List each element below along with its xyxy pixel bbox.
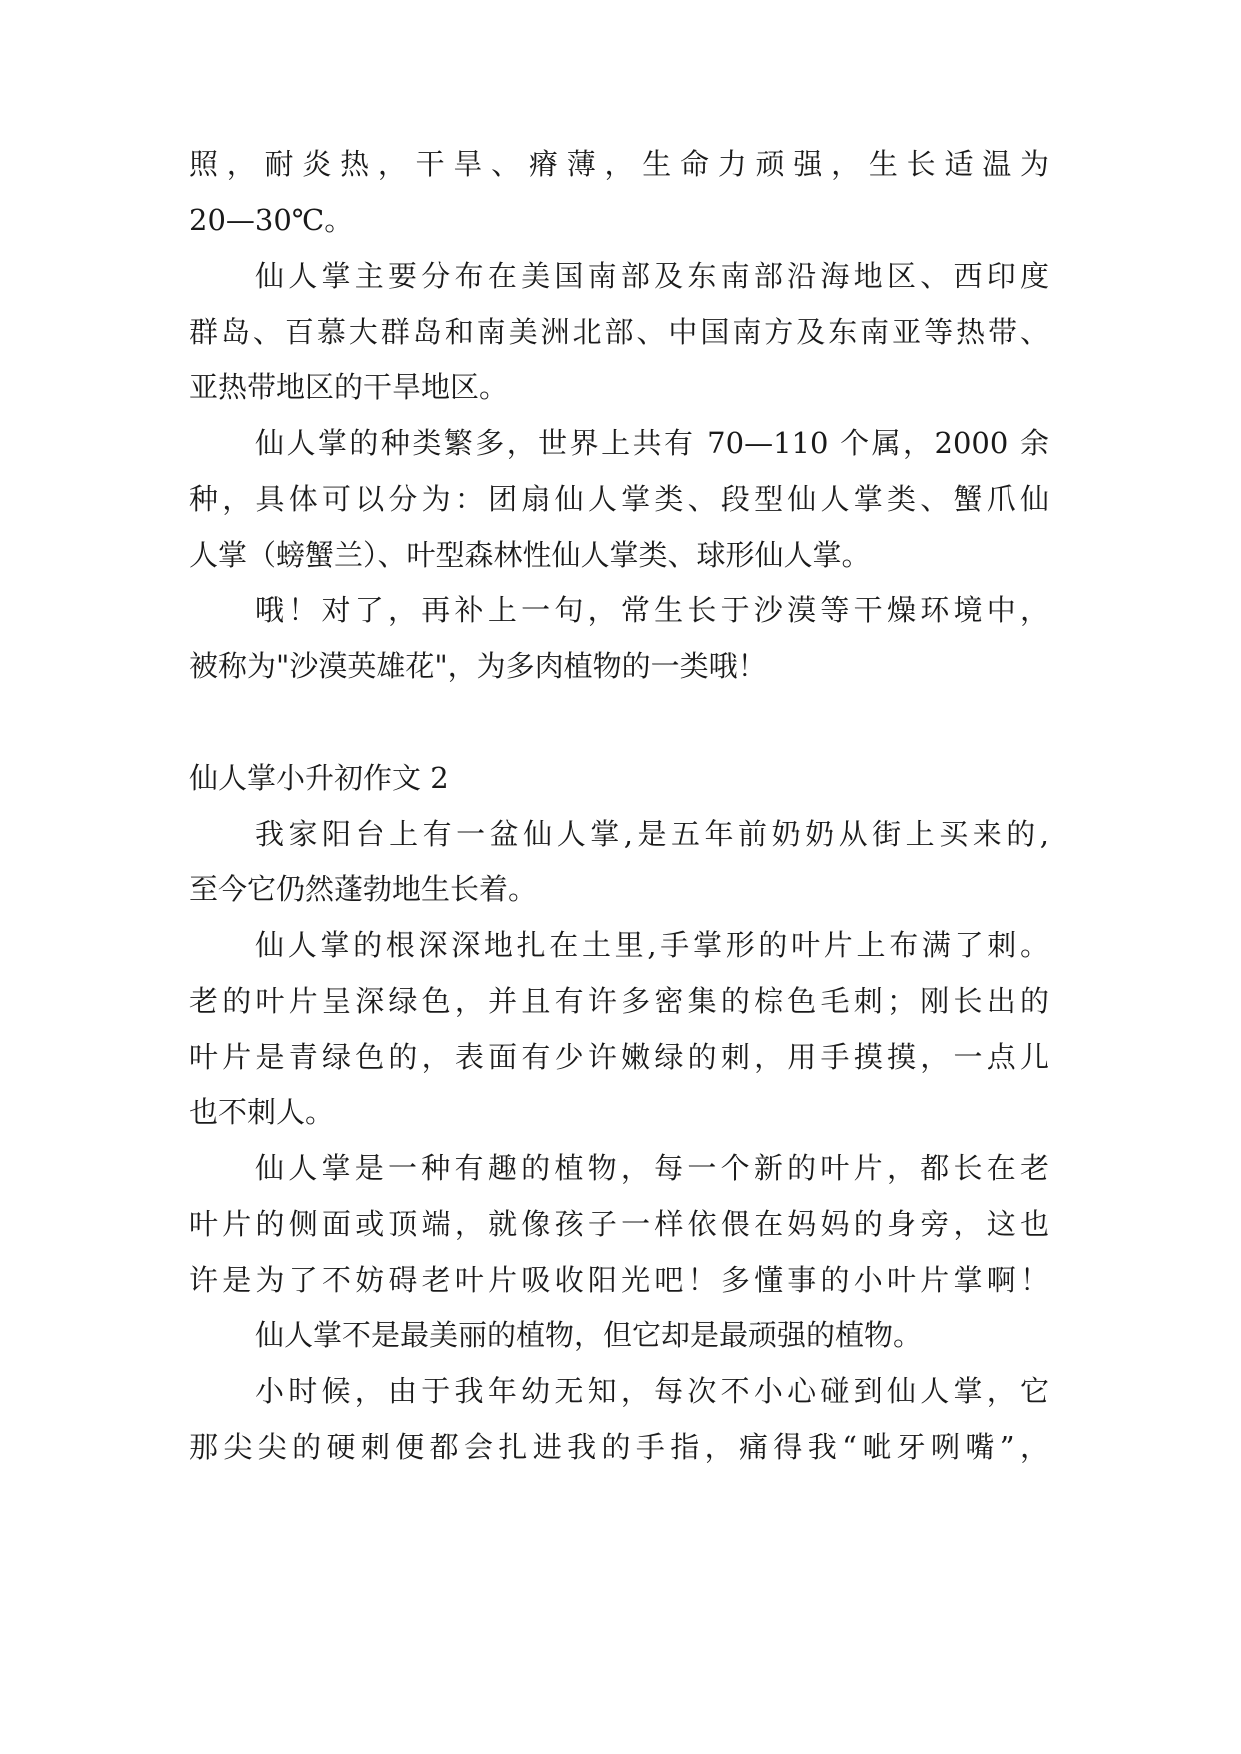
text-line: 也不刺人。: [189, 1095, 335, 1129]
text-line: 我家阳台上有一盆仙人掌,是五年前奶奶从街上买来的,: [255, 817, 1049, 851]
text-line: 仙人掌是一种有趣的植物，每一个新的叶片，都长在老: [255, 1151, 1049, 1185]
section-heading: 仙人掌小升初作文 2: [189, 761, 449, 795]
text-line: 小时候，由于我年幼无知，每次不小心碰到仙人掌，它: [255, 1374, 1049, 1408]
text-line: 许是为了不妨碍老叶片吸收阳光吧！多懂事的小叶片掌啊！: [189, 1263, 1049, 1297]
text-line: 叶片是青绿色的，表面有少许嫩绿的刺，用手摸摸，一点儿: [189, 1040, 1049, 1074]
text-line: 哦！对了，再补上一句，常生长于沙漠等干燥环境中，: [255, 593, 1049, 627]
text-line: 被称为"沙漠英雄花"，为多肉植物的一类哦！: [189, 649, 767, 683]
text-line: 叶片的侧面或顶端，就像孩子一样依偎在妈妈的身旁，这也: [189, 1207, 1049, 1241]
text-line: 亚热带地区的干旱地区。: [189, 370, 509, 404]
text-line: 那尖尖的硬刺便都会扎进我的手指，痛得我“呲牙咧嘴”，: [189, 1430, 1049, 1464]
text-line: 照，耐炎热，干旱、瘠薄，生命力顽强，生长适温为: [189, 147, 1049, 181]
text-line: 仙人掌的根深深地扎在土里,手掌形的叶片上布满了刺。: [255, 928, 1049, 962]
text-line: 人掌（螃蟹兰）、叶型森林性仙人掌类、球形仙人掌。: [189, 538, 871, 572]
text-line: 种，具体可以分为：团扇仙人掌类、段型仙人掌类、蟹爪仙: [189, 482, 1049, 516]
text-line: 群岛、百慕大群岛和南美洲北部、中国南方及东南亚等热带、: [189, 315, 1049, 349]
text-line: 20—30℃。: [189, 203, 354, 237]
text-line: 仙人掌主要分布在美国南部及东南部沿海地区、西印度: [255, 259, 1049, 293]
text-line: 仙人掌不是最美丽的植物，但它却是最顽强的植物。: [255, 1318, 923, 1352]
text-line: 至今它仍然蓬勃地生长着。: [189, 872, 538, 906]
text-line: 仙人掌的种类繁多，世界上共有 70—110 个属，2000 余: [255, 426, 1049, 460]
text-line: 老的叶片呈深绿色，并且有许多密集的棕色毛刺；刚长出的: [189, 984, 1049, 1018]
